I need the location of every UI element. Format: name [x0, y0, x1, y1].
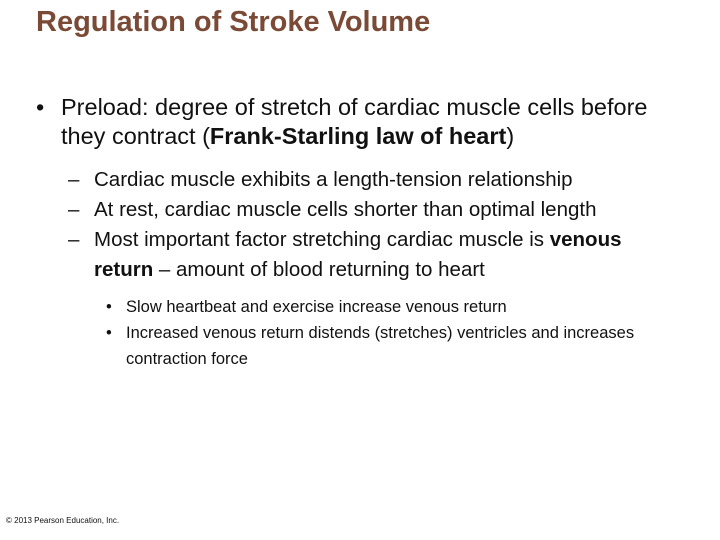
dot-marker: • — [106, 324, 112, 342]
main-bullet-text: Preload: degree of stretch of cardiac muscle cells before they contract ( — [61, 94, 648, 149]
sub-sub-bullet-text: Slow heartbeat and exercise increase venous return — [126, 298, 507, 316]
slide-content — [36, 93, 686, 372]
dash-marker: – — [68, 198, 80, 221]
dash-marker: – — [68, 168, 80, 191]
bullet-marker: • — [36, 94, 45, 120]
sub-bullet-text: At rest, cardiac muscle cells shorter than optimal length — [94, 198, 597, 221]
dash-marker: – — [68, 228, 80, 251]
sub-sub-bullet-list — [36, 294, 686, 372]
main-bullet-bold-text: Frank-Starling law of heart — [209, 123, 507, 149]
copyright-footer: © 2013 Pearson Education, Inc. — [6, 516, 120, 525]
main-bullet — [36, 93, 686, 151]
sub-bullet — [36, 195, 686, 225]
sub-bullet-text-end: – amount of blood returning to heart — [153, 258, 485, 281]
sub-bullet — [36, 165, 686, 195]
main-bullet-text-end: ) — [506, 123, 515, 149]
sub-bullet-text: Most important factor stretching cardiac muscle is — [94, 228, 550, 251]
slide-title: Regulation of Stroke Volume — [36, 6, 431, 38]
sub-bullet — [36, 225, 686, 285]
sub-sub-bullet — [36, 320, 686, 372]
sub-sub-bullet-text: Increased venous return distends (stretches) ventricles and increases contraction force — [126, 324, 635, 368]
sub-bullet-bold-text: venous return — [94, 228, 622, 281]
sub-bullet-list — [36, 165, 686, 285]
sub-sub-bullet — [36, 294, 686, 320]
dot-marker: • — [106, 298, 112, 316]
sub-bullet-text: Cardiac muscle exhibits a length-tension relationship — [94, 168, 573, 191]
